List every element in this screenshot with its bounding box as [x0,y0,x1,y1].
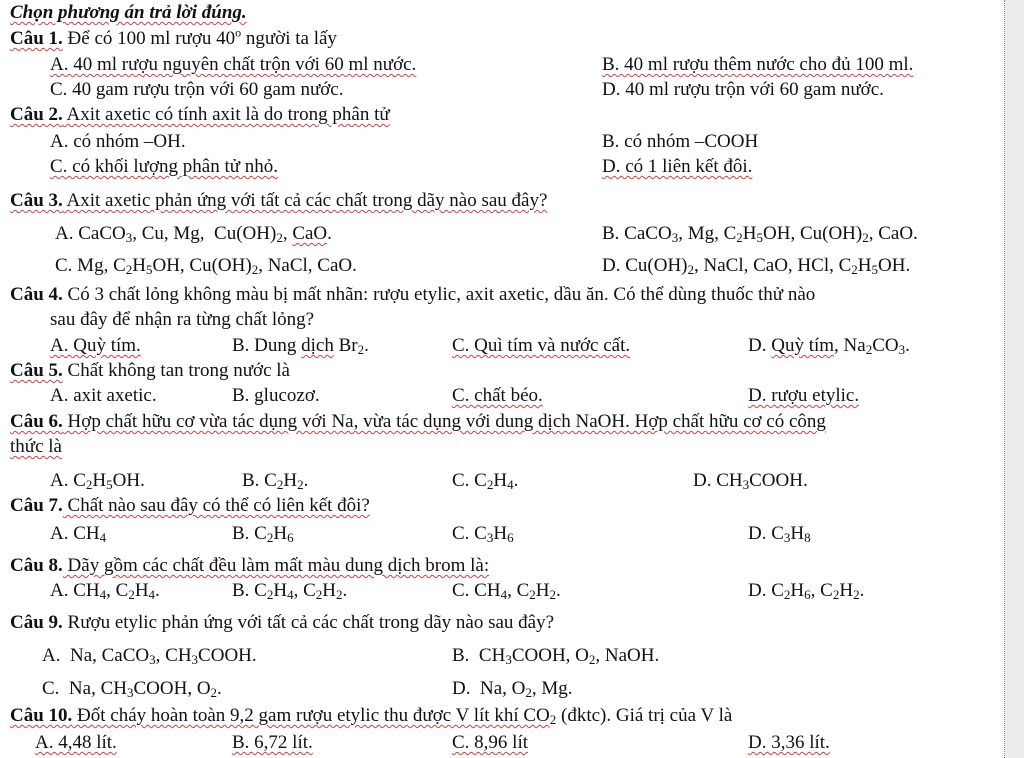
question-6-label: Câu 6. [10,411,63,432]
instruction-heading [10,2,247,24]
q1-option-d-text: D. 40 ml rượu trộn với 60 gam nước. [602,79,884,100]
question-6-continued [10,436,62,458]
window-gutter [1005,0,1024,758]
q2-option-b-text: B. có nhóm –COOH [602,131,759,152]
question-1 [10,25,337,50]
q6-option-a: A. $C_2H_5OH$. [50,470,145,492]
q2-option-c [50,156,278,178]
question-10-text: Đốt cháy hoàn toàn 9,2 gam rượu etylic thu được V lít khí CO [72,705,550,726]
q4-option-c [452,335,630,357]
co2-subscript: 2 [549,712,557,727]
q1-option-d [602,79,884,101]
question-4-text: Có 3 chất lỏng không màu bị mất nhãn: rượu etylic, axit axetic, dầu ăn. Có thể dùng thuốc thử nào [62,284,816,305]
question-6-text-cont: thức là [10,436,62,457]
q3-option-d: D. $Cu(OH)_2$, NaCl, CaO, HCl, $C_2H_5OH$. [602,255,911,277]
degree-symbol: o [235,25,242,40]
question-4-label: Câu 4. [10,284,63,305]
q5-option-a-text: A. axit axetic. [50,385,157,406]
q1-option-a-text: A. 40 ml rượu nguyên chất trộn với 60 ml nước. [50,54,417,75]
q4-option-a [50,335,141,357]
q5-option-a [50,385,157,407]
question-4 [10,284,815,306]
question-10 [10,705,732,727]
q8-option-d: D. $C_2H_6$, $C_2H_2$. [748,580,865,602]
q10-option-b [232,732,313,754]
question-3-text: Axit axetic phản ứng với tất cả các chất trong dãy nào sau đây? [62,190,548,211]
q9-option-d: D. Na, $O_2$, Mg. [452,678,573,700]
q1-option-b-text: B. 40 ml rượu thêm nước cho đủ 100 ml. [602,54,914,75]
q10-option-a-text: A. 4,48 lít. [35,732,117,753]
question-3-label: Câu 3. [10,190,63,211]
question-5-label: Câu 5. [10,360,63,381]
question-9-label: Câu 9. [10,612,63,633]
question-1-label: Câu 1. [10,28,63,49]
question-2 [10,104,390,126]
question-9-text: Rượu etylic phản ứng với tất cả các chất trong dãy nào sau đây? [62,612,555,633]
q5-option-d [748,385,859,407]
q4-option-d: D. Quỳ tím, $Na_2CO_3$. [748,335,910,357]
q10-option-c [452,732,528,754]
q6-option-b: B. $C_2H_2$. [242,470,309,492]
q10-option-d-text: D. 3,36 lít. [748,732,830,753]
q5-option-d-text: D. rượu etylic. [748,385,860,406]
question-7-label: Câu 7. [10,495,63,516]
question-9 [10,612,554,634]
q9-option-b: B. $CH_3COOH$, $O_2$, NaOH. [452,645,660,667]
question-3 [10,190,547,212]
question-1-text-end: người ta lấy [241,28,337,49]
q5-option-b-text: B. glucozơ. [232,385,320,406]
q7-option-b: B. $C_2H_6$ [232,523,294,545]
q1-option-a [50,54,416,76]
question-8-text: Dãy gồm các chất đều làm mất màu dung dịch brom là: [62,555,490,576]
q1-option-b [602,54,913,76]
question-10-label: Câu 10. [10,705,73,726]
instruction-text: Chọn phương án trả lời đúng. [10,2,247,23]
question-1-text: Để có 100 ml rượu 40 [62,28,236,49]
q2-option-a [50,131,186,153]
q3-option-b: B. CaCO$_3$, Mg, $C_2H_5OH$, $Cu(OH)_2$, CaO. [602,223,918,245]
q8-option-a: A. $CH_4$, $C_2H_4$. [50,580,160,602]
q5-option-c-text: C. chất béo. [452,385,543,406]
q9-option-a: A. Na, CaCO$_3$, $CH_3COOH$. [42,645,257,667]
question-5 [10,360,290,382]
q10-option-a [35,732,117,754]
q4-option-c-text: C. Quì tím và nước cất. [452,335,631,356]
q7-option-a: A. $CH_4$ [50,523,107,545]
q4-option-a-text: A. Quỳ tím. [50,335,141,356]
q8-option-c: C. $CH_4$, $C_2H_2$. [452,580,561,602]
question-7-text: Chất nào sau đây có thể có liên kết đôi? [62,495,370,516]
q3-option-c: C. Mg, $C_2H_5OH$, $Cu(OH)_2$, NaCl, CaO. [55,255,357,277]
q7-option-d: D. $C_3H_8$ [748,523,811,545]
q2-option-b [602,131,758,153]
q4-option-b: B. Dung dịch $Br_2$. [232,335,369,357]
q2-option-d [602,156,752,178]
q10-option-c-text: C. 8,96 lít [452,732,529,753]
question-7 [10,495,370,517]
question-8 [10,555,489,577]
question-8-label: Câu 8. [10,555,63,576]
question-6 [10,411,826,433]
question-6-text: Hợp chất hữu cơ vừa tác dụng với Na, vừa tác dụng với dung dịch NaOH. Hợp chất hữu cơ có công [62,411,826,432]
q2-option-d-text: D. có 1 liên kết đôi. [602,156,753,177]
question-10-text-end: (đktc). Giá trị của V là [556,705,733,726]
q7-option-c: C. $C_3H_6$ [452,523,514,545]
question-2-label: Câu 2. [10,104,63,125]
q2-option-c-text: C. có khối lượng phân tử nhỏ. [50,156,279,177]
q2-option-a-text: A. có nhóm –OH. [50,131,186,152]
question-4-text-cont: sau đây để nhận ra từng chất lỏng? [50,309,315,330]
q6-option-d: D. $CH_3COOH$. [693,470,808,492]
q9-option-c: C. Na, $CH_3COOH$, $O_2$. [42,678,222,700]
q5-option-c [452,385,543,407]
q1-option-c-text: C. 40 gam rượu trộn với 60 gam nước. [50,79,344,100]
q10-option-b-text: B. 6,72 lít. [232,732,313,753]
q8-option-b: B. $C_2H_4$, $C_2H_2$. [232,580,348,602]
q3-option-a: A. CaCO$_3$, Cu, Mg, $Cu(OH)_2$, CaO. [55,223,332,245]
question-2-text: Axit axetic có tính axit là do trong phân tử [62,104,390,125]
question-5-text: Chất không tan trong nước là [62,360,290,381]
question-4-continued [50,309,314,331]
q6-option-c: C. $C_2H_4$. [452,470,519,492]
q10-option-d [748,732,830,754]
q5-option-b [232,385,320,407]
q1-option-c [50,79,343,101]
